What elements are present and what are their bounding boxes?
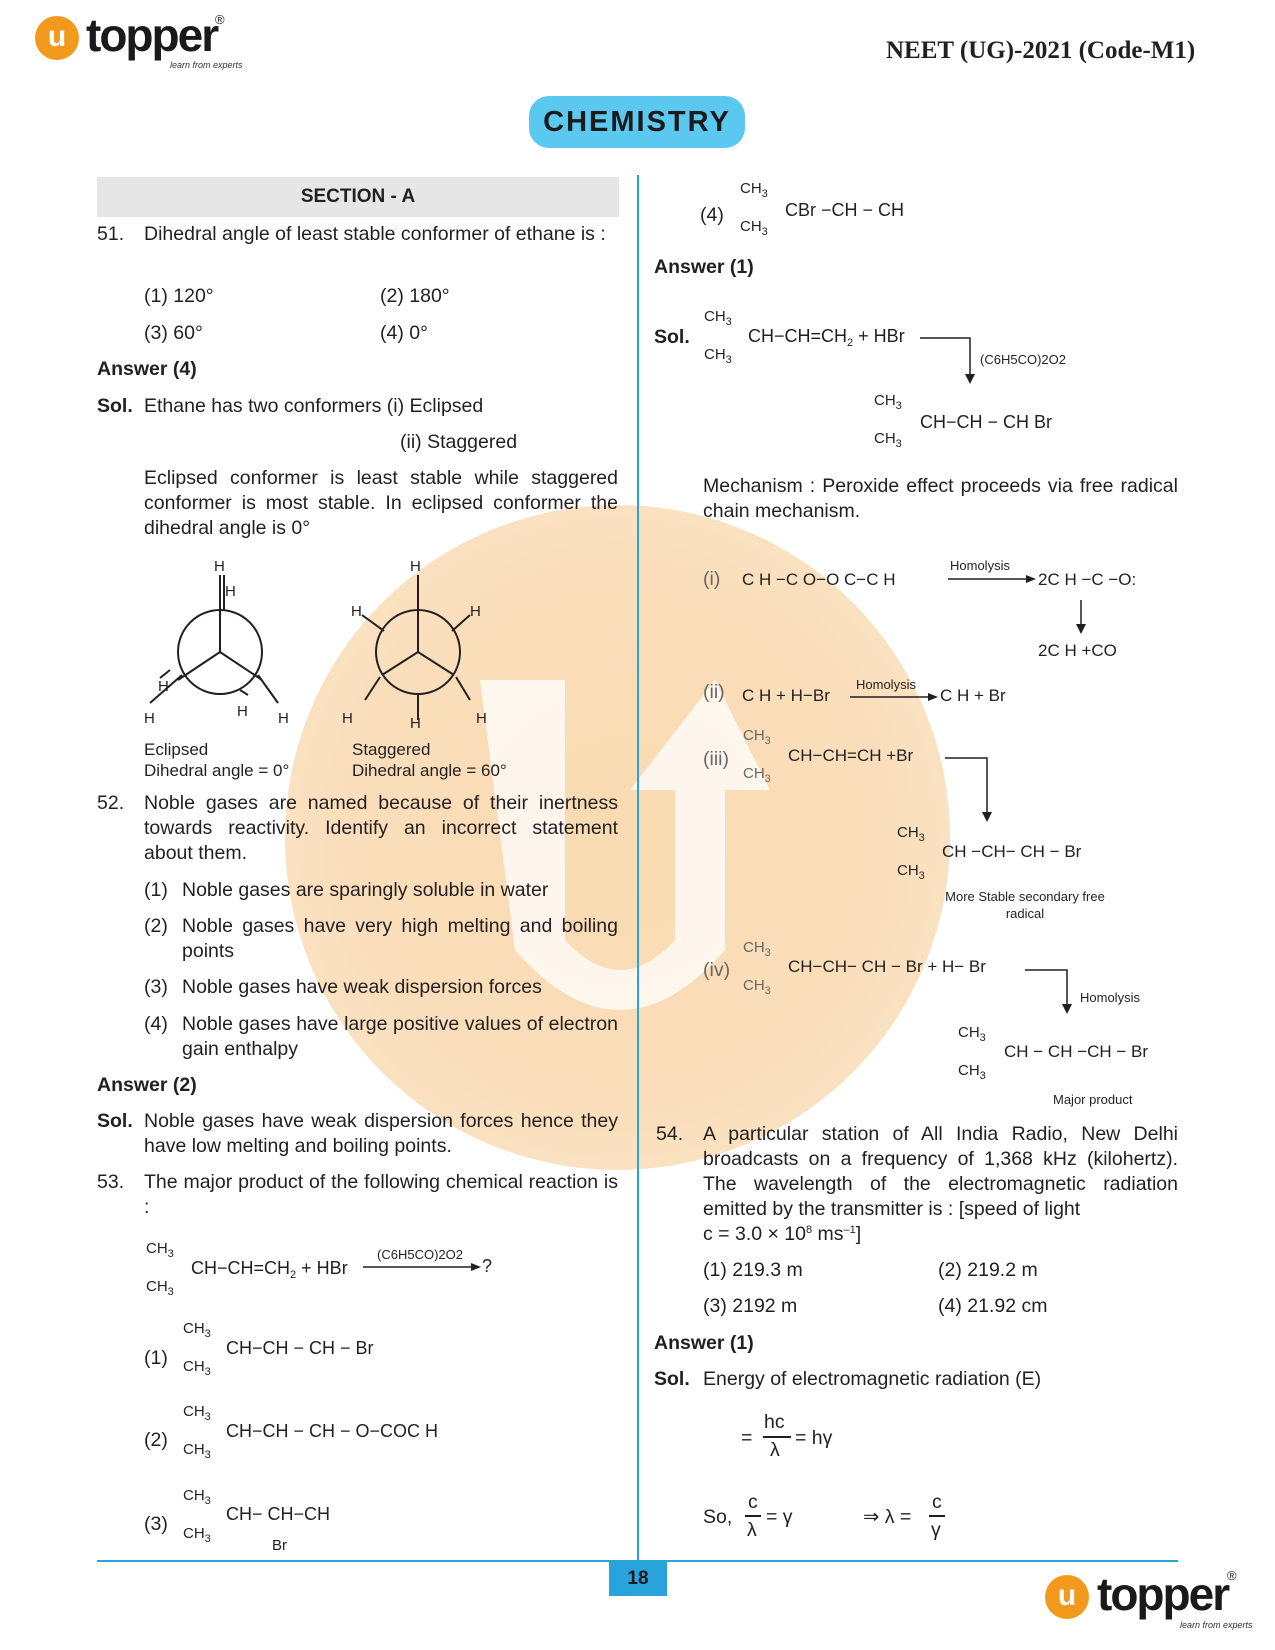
eclipsed-angle: Dihedral angle = 0° [144, 761, 290, 780]
ch3-group: $CH_3$ [958, 1024, 986, 1044]
q54-sol: Energy of electromagnetic radiation (E) [703, 1368, 1042, 1390]
ch3-group: $CH_3$ [743, 977, 771, 997]
q54-option-1: (1) 219.3 m [703, 1259, 803, 1281]
q53-option-1-num: (1) [144, 1347, 168, 1369]
homolysis-label: Homolysis [856, 677, 916, 692]
h-label: H [225, 583, 236, 600]
h-label: H [351, 603, 362, 620]
q52-option-4: Noble gases have large positive values of electron gain enthalpy [182, 1013, 618, 1060]
logo-tagline: learn from experts [170, 60, 243, 70]
so-label: So, [703, 1506, 733, 1528]
logo-tagline: learn from experts [1180, 1620, 1253, 1630]
fraction-denominator: λ [770, 1439, 780, 1461]
q53-answer: Answer (1) [654, 256, 754, 278]
fraction-denominator: λ [747, 1519, 757, 1541]
ch3-group: $CH_3$ [183, 1441, 211, 1461]
ch3-group: $CH_3$ [704, 346, 732, 366]
q51-sol-para: Eclipsed conformer is least stable while staggered conformer is most stable. In eclipsed conformer the dihedral angle is 0° [144, 467, 618, 539]
exam-title: NEET (UG)-2021 (Code-M1) [886, 37, 1196, 64]
q51-number: 51. [97, 223, 125, 245]
step-4-lhs: CH−CH− CH − Br + H− Br [788, 957, 986, 976]
q51-sol-label: Sol. [97, 395, 133, 417]
q52-option-3-num: (3) [144, 976, 168, 998]
fraction-denominator: γ [931, 1519, 941, 1541]
step-2-lhs: C H + H−Br [742, 686, 830, 705]
logo-mark: u [35, 16, 79, 60]
ch3-group: $CH_3$ [740, 218, 768, 238]
q52-sol: Noble gases have weak dispersion forces hence they have low melting and boiling points. [144, 1110, 618, 1157]
page-number: 18 [609, 1562, 667, 1596]
q53-option-2-num: (2) [144, 1429, 168, 1451]
reaction-arrow-icon [1025, 966, 1075, 1018]
h-label: H [410, 715, 421, 732]
q53-option-1: CH−CH − CH − Br [226, 1338, 374, 1358]
ch3-group: $CH_3$ [146, 1278, 174, 1298]
equals-sign: = [741, 1427, 753, 1449]
q51-option-2: (2) 180° [380, 285, 450, 307]
q53-text: The major product of the following chemical reaction is : [144, 1171, 618, 1218]
reaction-arrow-icon [363, 1262, 481, 1272]
q52-option-3: Noble gases have weak dispersion forces [182, 976, 542, 998]
q51-answer: Answer (4) [97, 358, 197, 380]
q51-sol-line1: Ethane has two conformers (i) Eclipsed [144, 395, 484, 417]
ch3-group: $CH_3$ [958, 1062, 986, 1082]
mechanism-text: Mechanism : Peroxide effect proceeds via free radical chain mechanism. [703, 475, 1178, 522]
equation-rhs: = γ [766, 1506, 793, 1528]
column-divider [637, 175, 639, 1560]
step-1-label: (i) [703, 568, 721, 590]
q52-option-2: Noble gases have very high melting and boiling points [182, 915, 618, 962]
h-label: H [237, 703, 248, 720]
ch3-group: $CH_3$ [743, 939, 771, 959]
h-label: H [342, 710, 353, 727]
bromine-label: Br [272, 1537, 287, 1554]
q54-text-end: $c = 3.0 \times 10^8$ $ms^{-1}$] [703, 1223, 862, 1245]
ch3-group: $CH_3$ [740, 180, 768, 200]
fraction-bar [745, 1515, 761, 1517]
step-2-label: (ii) [703, 681, 725, 703]
q54-sol-label: Sol. [654, 1368, 690, 1390]
implies-label: ⇒ λ = [863, 1506, 912, 1528]
section-header: SECTION - A [97, 177, 619, 217]
ch3-group: $CH_3$ [183, 1487, 211, 1507]
fraction-bar [929, 1515, 945, 1517]
q53-reagent: (C6H5CO)2O2 [377, 1247, 463, 1262]
staggered-label: Staggered [352, 740, 431, 759]
down-arrow-icon [1075, 600, 1087, 634]
q51-option-4: (4) 0° [380, 322, 428, 344]
q54-option-4: (4) 21.92 cm [938, 1295, 1048, 1317]
newman-eclipsed-diagram [140, 555, 300, 735]
q52-option-2-num: (2) [144, 915, 168, 937]
sol-reagent: (C6H5CO)2O2 [980, 352, 1066, 367]
q51-sol-line2: (ii) Staggered [400, 431, 518, 453]
ch3-group: $CH_3$ [874, 392, 902, 412]
fraction-numerator: hc [764, 1411, 785, 1433]
ch3-group: $CH_3$ [183, 1358, 211, 1378]
q52-option-1: Noble gases are sparingly soluble in water [182, 879, 549, 901]
ch3-group: $CH_3$ [146, 1240, 174, 1260]
logo-wordmark: topper [1097, 1568, 1229, 1620]
q53-number: 53. [97, 1171, 125, 1193]
ch3-group: $CH_3$ [743, 765, 771, 785]
step-3-label: (iii) [703, 748, 729, 770]
step-4-label: (iv) [703, 959, 731, 981]
q52-answer: Answer (2) [97, 1074, 197, 1096]
step-1-product: 2C H +CO [1038, 641, 1117, 660]
reaction-arrow-icon [920, 334, 980, 384]
h-label: H [476, 710, 487, 727]
question-mark: ? [482, 1256, 493, 1276]
ch3-group: $CH_3$ [183, 1320, 211, 1340]
stable-radical-note: More Stable secondary free radical [945, 889, 1105, 921]
step-1-rhs: 2C H −C −O: [1038, 570, 1137, 589]
fraction-numerator: c [932, 1491, 942, 1513]
subject-pill: CHEMISTRY [529, 96, 745, 148]
q53-option-4-num: (4) [700, 204, 724, 226]
ch3-group: $CH_3$ [183, 1525, 211, 1545]
q53-option-3-num: (3) [144, 1513, 168, 1535]
step-3-rhs: CH −CH− CH − Br [942, 842, 1082, 861]
q53-option-2: CH−CH − CH − O−COC H [226, 1421, 439, 1441]
homolysis-label: Homolysis [1080, 990, 1140, 1005]
major-product-label: Major product [1053, 1092, 1133, 1107]
q51-text: Dihedral angle of least stable conformer of ethane is : [144, 223, 606, 245]
q51-option-3: (3) 60° [144, 322, 203, 344]
q52-number: 52. [97, 792, 125, 814]
logo-registered: ® [1227, 1568, 1237, 1583]
eclipsed-label: Eclipsed [144, 740, 209, 759]
q52-text: Noble gases are named because of their inertness towards reactivity. Identify an incorrect statement about them. [144, 792, 618, 864]
ch3-group: $CH_3$ [874, 430, 902, 450]
q53-sol-label: Sol. [654, 326, 690, 348]
staggered-angle: Dihedral angle = 60° [352, 761, 507, 780]
h-label: H [144, 710, 155, 727]
q53-reactant: $CH-CH=CH_2$ + HBr [191, 1258, 348, 1281]
ch3-group: $CH_3$ [743, 727, 771, 747]
q52-option-4-num: (4) [144, 1013, 168, 1035]
equation-rhs: = hγ [795, 1427, 833, 1449]
ch3-group: $CH_3$ [704, 308, 732, 328]
h-label: H [158, 678, 169, 695]
q53-option-4: CBr −CH − CH [785, 200, 905, 220]
sol-reactant: $CH-CH=CH_2$ + HBr [748, 326, 905, 349]
logo-wordmark: topper [86, 9, 218, 61]
q54-option-2: (2) 219.2 m [938, 1259, 1038, 1281]
reaction-arrow-icon [850, 692, 938, 702]
ch3-group: $CH_3$ [897, 824, 925, 844]
homolysis-label: Homolysis [950, 558, 1010, 573]
q53-option-3: CH− CH−CH [226, 1504, 331, 1524]
q54-option-3: (3) 2192 m [703, 1295, 798, 1317]
q51-option-1: (1) 120° [144, 285, 214, 307]
logo-registered: ® [215, 12, 225, 27]
ch3-group: $CH_3$ [183, 1403, 211, 1423]
q52-sol-label: Sol. [97, 1110, 133, 1132]
q54-text: A particular station of All India Radio, New Delhi broadcasts on a frequency of 1,368 kHz (kilohertz). The wavelength of the electromagnetic radiation emitted by the transmitter is : [speed of light [703, 1123, 1178, 1220]
q54-number: 54. [656, 1123, 684, 1145]
h-label: H [410, 558, 421, 575]
newman-staggered-diagram [340, 555, 500, 735]
step-3-lhs: CH−CH=CH +Br [788, 746, 914, 765]
h-label: H [214, 558, 225, 575]
ch3-group: $CH_3$ [897, 862, 925, 882]
q54-answer: Answer (1) [654, 1332, 754, 1354]
h-label: H [470, 603, 481, 620]
reaction-arrow-icon [948, 574, 1036, 584]
h-label: H [278, 710, 289, 727]
step-2-rhs: C H + Br [940, 686, 1006, 705]
fraction-numerator: c [748, 1491, 758, 1513]
step-4-rhs: CH − CH −CH − Br [1004, 1042, 1149, 1061]
step-1-lhs: C H −C O−O C−C H [742, 570, 896, 589]
reaction-arrow-icon [945, 754, 995, 824]
q52-option-1-num: (1) [144, 879, 168, 901]
sol-product: CH−CH − CH Br [920, 412, 1053, 432]
logo-mark: u [1045, 1575, 1089, 1619]
